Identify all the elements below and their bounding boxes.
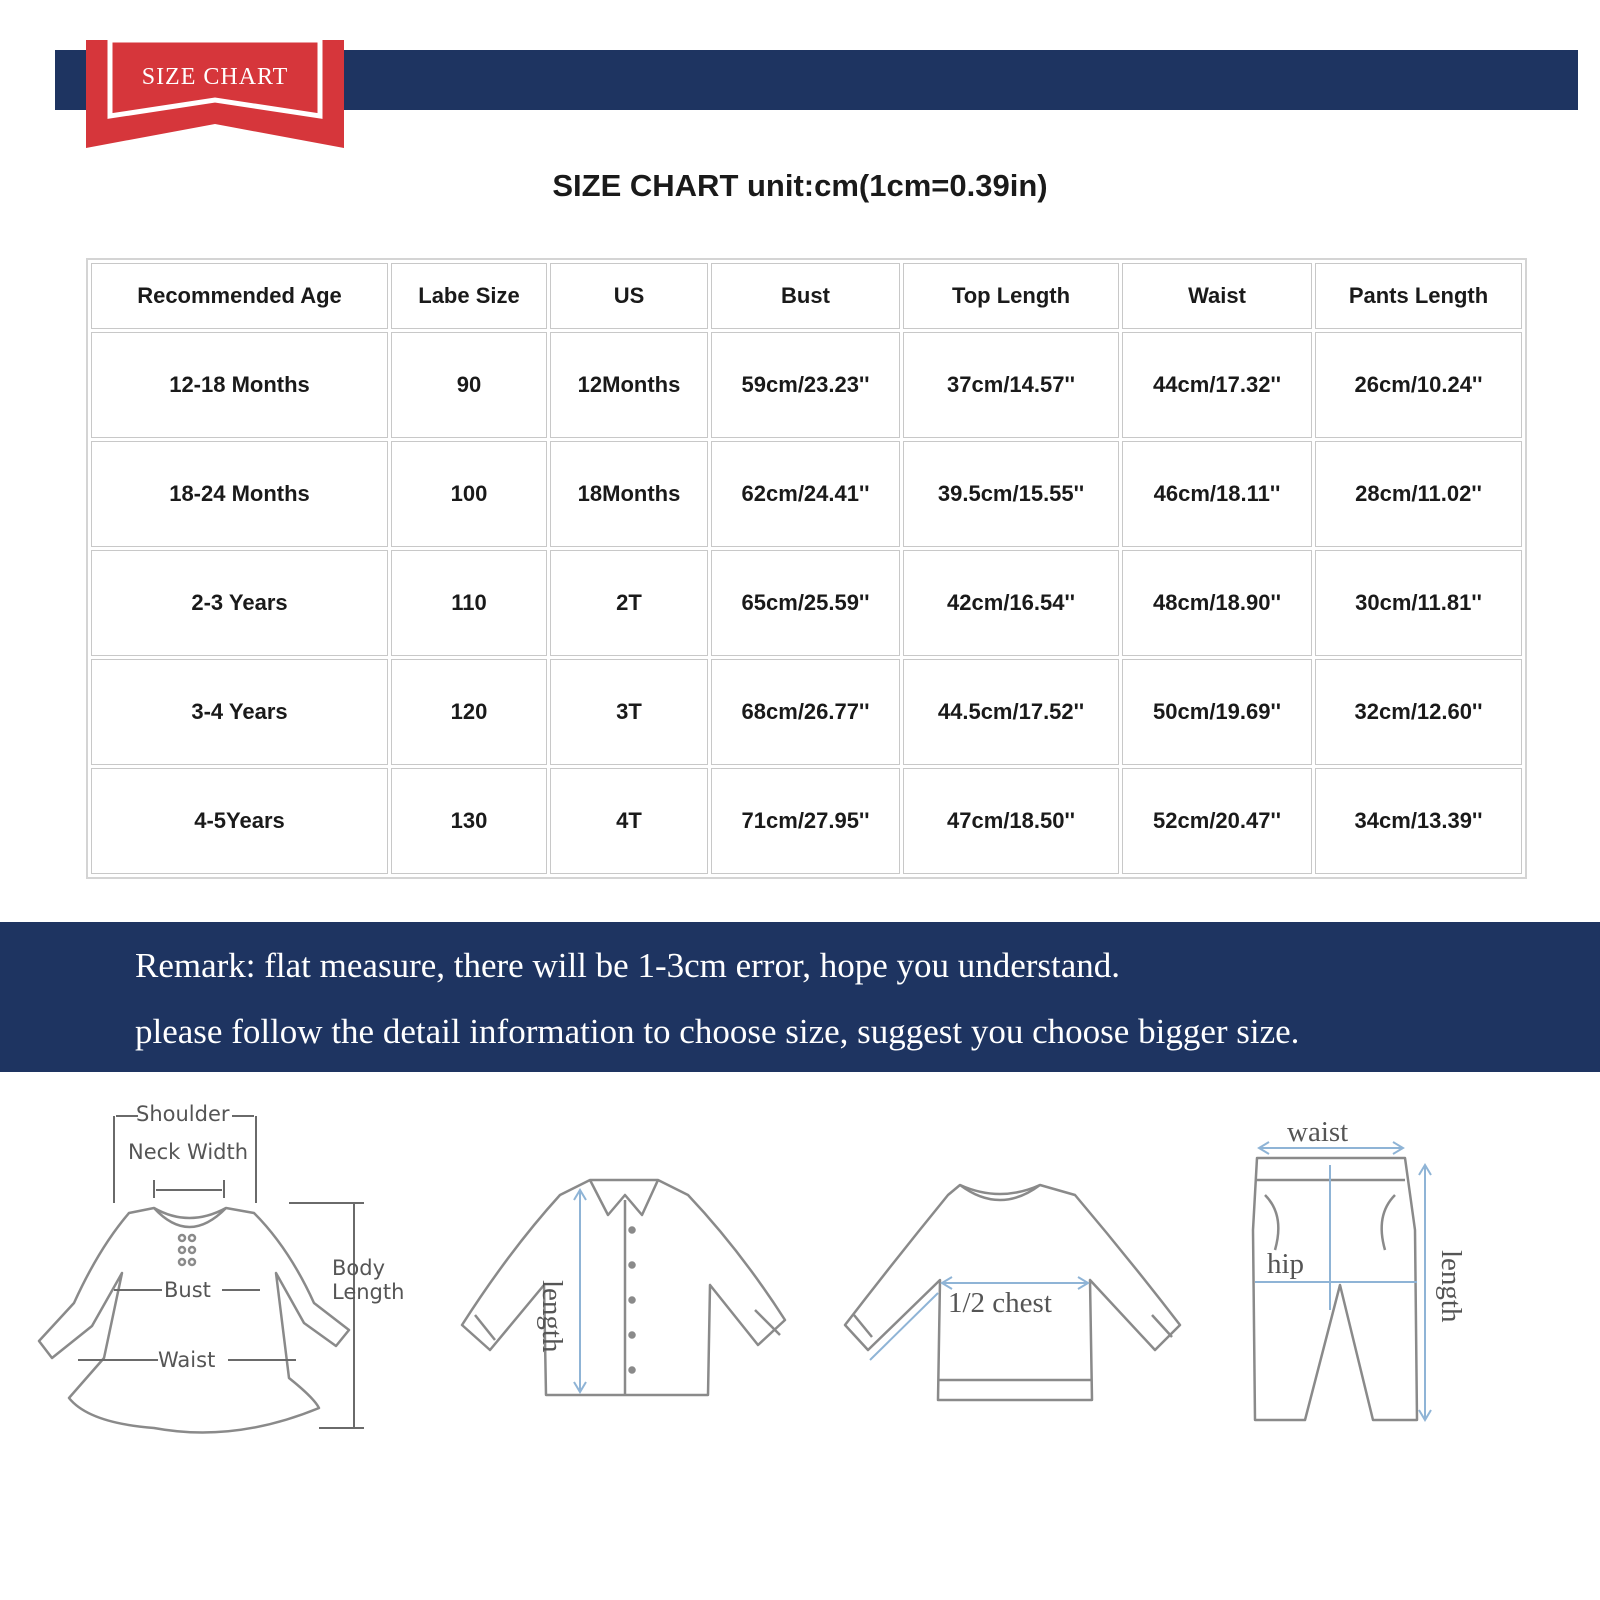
cell-waist: 50cm/19.69'' (1122, 659, 1312, 765)
cell-pants-length: 28cm/11.02'' (1315, 441, 1522, 547)
cell-labe-size: 130 (391, 768, 547, 874)
table-row (91, 332, 1522, 438)
cell-us: 12Months (550, 332, 708, 438)
cell-labe-size: 110 (391, 550, 547, 656)
cell-bust: 59cm/23.23'' (711, 332, 900, 438)
cell-age: 3-4 Years (91, 659, 388, 765)
table-row (91, 550, 1522, 656)
pants-waist-label: waist (1287, 1116, 1349, 1148)
cell-top-length: 37cm/14.57'' (903, 332, 1119, 438)
cell-waist: 44cm/17.32'' (1122, 332, 1312, 438)
table-row (91, 768, 1522, 874)
cell-age: 18-24 Months (91, 441, 388, 547)
dress-bust-label: Bust (164, 1278, 211, 1302)
cell-pants-length: 26cm/10.24'' (1315, 332, 1522, 438)
cell-age: 2-3 Years (91, 550, 388, 656)
cell-pants-length: 34cm/13.39'' (1315, 768, 1522, 874)
cell-labe-size: 100 (391, 441, 547, 547)
cell-bust: 62cm/24.41'' (711, 441, 900, 547)
cell-bust: 65cm/25.59'' (711, 550, 900, 656)
cell-pants-length: 32cm/12.60'' (1315, 659, 1522, 765)
cell-labe-size: 120 (391, 659, 547, 765)
table-header-row (91, 263, 1522, 329)
header-top-length: Top Length (903, 263, 1119, 329)
cell-waist: 52cm/20.47'' (1122, 768, 1312, 874)
dress-shoulder-label: Shoulder (136, 1102, 230, 1126)
sweater-diagram (830, 1175, 1200, 1415)
cell-top-length: 42cm/16.54'' (903, 550, 1119, 656)
table-row (91, 659, 1522, 765)
remark-line-2: please follow the detail information to choose size, suggest you choose bigger size. (135, 1012, 1300, 1051)
shirt-diagram (450, 1170, 810, 1410)
header-recommended-age: Recommended Age (91, 263, 388, 329)
cell-age: 12-18 Months (91, 332, 388, 438)
cell-age: 4-5Years (91, 768, 388, 874)
pants-hip-label: hip (1267, 1248, 1305, 1280)
dress-body-length-label-2: Length (332, 1280, 405, 1304)
header-us: US (550, 263, 708, 329)
ribbon-label: SIZE CHART (141, 64, 289, 90)
header-bust: Bust (711, 263, 900, 329)
size-chart-ribbon (86, 40, 344, 152)
cell-waist: 48cm/18.90'' (1122, 550, 1312, 656)
cell-bust: 71cm/27.95'' (711, 768, 900, 874)
shirt-length-label: length (536, 1280, 568, 1353)
cell-bust: 68cm/26.77'' (711, 659, 900, 765)
cell-top-length: 47cm/18.50'' (903, 768, 1119, 874)
cell-labe-size: 90 (391, 332, 547, 438)
table-row (91, 441, 1522, 547)
cell-top-length: 44.5cm/17.52'' (903, 659, 1119, 765)
cell-us: 4T (550, 768, 708, 874)
dress-body-length-label-1: Body (332, 1256, 386, 1280)
pants-length-label: length (1435, 1250, 1467, 1323)
cell-top-length: 39.5cm/15.55'' (903, 441, 1119, 547)
dress-waist-label: Waist (158, 1348, 216, 1372)
cell-us: 3T (550, 659, 708, 765)
header-labe-size: Labe Size (391, 263, 547, 329)
header-waist: Waist (1122, 263, 1312, 329)
pants-diagram (1245, 1116, 1485, 1430)
dress-neck-width-label: Neck Width (128, 1140, 249, 1164)
dress-diagram (14, 1098, 414, 1448)
sweater-chest-label: 1/2 chest (948, 1287, 1052, 1319)
cell-pants-length: 30cm/11.81'' (1315, 550, 1522, 656)
chart-title: SIZE CHART unit:cm(1cm=0.39in) (552, 168, 1048, 203)
remark-band (0, 922, 1600, 1072)
header-pants-length: Pants Length (1315, 263, 1522, 329)
cell-waist: 46cm/18.11'' (1122, 441, 1312, 547)
size-table (86, 258, 1527, 879)
remark-line-1: Remark: flat measure, there will be 1-3cm error, hope you understand. (135, 946, 1121, 985)
cell-us: 18Months (550, 441, 708, 547)
cell-us: 2T (550, 550, 708, 656)
